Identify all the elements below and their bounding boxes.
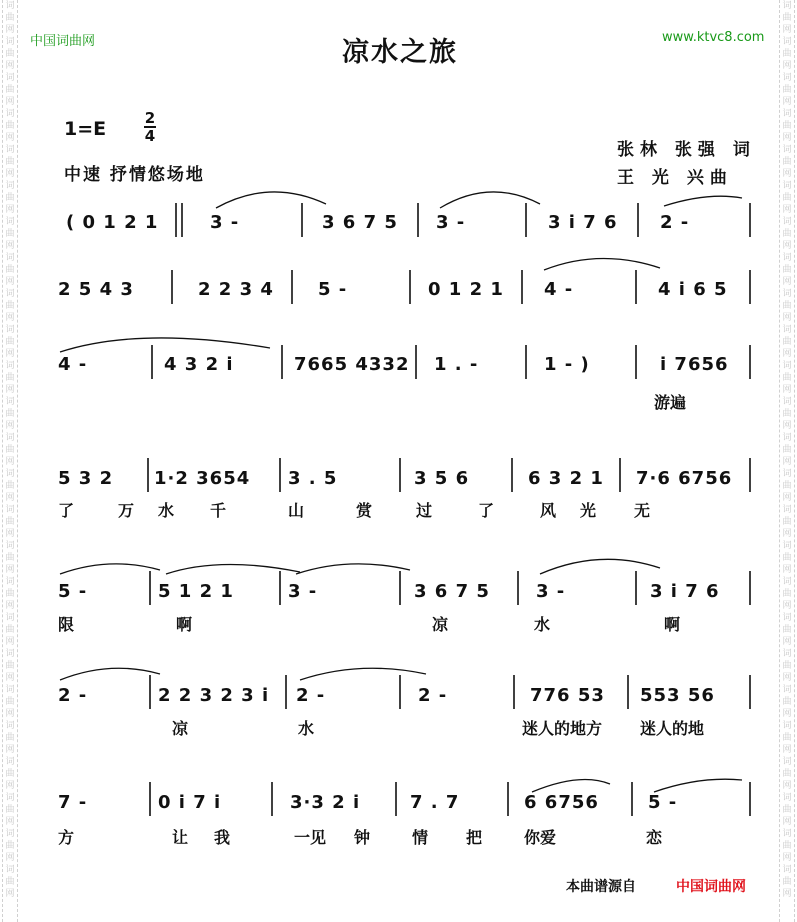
watermark-char: 曲: [5, 445, 15, 455]
watermark-char: 词: [782, 325, 792, 335]
watermark-char: 曲: [782, 661, 792, 671]
watermark-char: 词: [782, 253, 792, 263]
watermark-char: 词: [5, 73, 15, 83]
watermark-char: 网: [782, 205, 792, 215]
measure-notes: ( 0 1 2 1: [66, 212, 159, 233]
lyric-word: 迷人的地: [640, 719, 705, 738]
watermark-char: 词: [5, 1, 15, 11]
lyric-word: 我: [214, 828, 231, 847]
lyric-word: 把: [466, 828, 483, 847]
watermark-char: 网: [5, 637, 15, 647]
lyric-word: 水: [298, 719, 315, 738]
watermark-char: 词: [782, 1, 792, 11]
lyric-word: 万: [118, 501, 135, 520]
watermark-char: 曲: [782, 373, 792, 383]
watermark-char: 曲: [782, 121, 792, 131]
lyric-word: 了: [478, 501, 495, 520]
watermark-char: 网: [782, 277, 792, 287]
watermark-char: 曲: [782, 49, 792, 59]
watermark-char: 曲: [5, 481, 15, 491]
measure-notes: 4 -: [544, 279, 574, 300]
watermark-char: 网: [782, 637, 792, 647]
watermark-char: 曲: [782, 697, 792, 707]
watermark-char: 词: [782, 361, 792, 371]
lyric-word: 千: [210, 501, 227, 520]
watermark-char: 网: [782, 421, 792, 431]
watermark-char: 词: [782, 433, 792, 443]
lyric-word: 水: [158, 501, 175, 520]
watermark-char: 曲: [5, 121, 15, 131]
lyric-word: 啊: [176, 615, 193, 634]
measure-notes: 2 2 3 4: [198, 279, 274, 300]
watermark-char: 网: [782, 745, 792, 755]
watermark-char: 网: [782, 169, 792, 179]
measure-notes: 7 -: [58, 792, 88, 813]
measure-notes: 4 i 6 5: [658, 279, 728, 300]
watermark-char: 词: [782, 37, 792, 47]
watermark-char: 曲: [782, 589, 792, 599]
watermark-char: 词: [782, 145, 792, 155]
watermark-char: 词: [5, 793, 15, 803]
watermark-char: 词: [782, 721, 792, 731]
lyric-word: 无: [634, 501, 651, 520]
watermark-char: 曲: [782, 265, 792, 275]
watermark-char: 网: [782, 673, 792, 683]
watermark-char: 网: [5, 745, 15, 755]
watermark-char: 网: [5, 817, 15, 827]
watermark-char: 词: [782, 613, 792, 623]
composer-credit: 王 光 兴曲: [617, 168, 733, 188]
watermark-char: 网: [5, 781, 15, 791]
watermark-char: 词: [5, 361, 15, 371]
watermark-char: 词: [782, 649, 792, 659]
watermark-char: 网: [5, 205, 15, 215]
lyricist-credit: 张林 张强 词: [617, 140, 756, 160]
watermark-char: 词: [5, 757, 15, 767]
watermark-char: 曲: [782, 85, 792, 95]
watermark-char: 曲: [782, 301, 792, 311]
slur: [440, 192, 540, 208]
lyric-word: 让: [172, 828, 189, 847]
key-signature: 1=E: [64, 118, 107, 140]
watermark-char: 词: [5, 397, 15, 407]
slur: [654, 779, 742, 792]
watermark-char: 网: [5, 277, 15, 287]
watermark-char: 网: [782, 817, 792, 827]
slur: [300, 668, 426, 680]
watermark-char: 曲: [782, 517, 792, 527]
lyric-word: 恋: [646, 828, 663, 847]
meter-bottom: 4: [144, 127, 156, 145]
lyric-word: 限: [58, 615, 75, 634]
measure-notes: 4 -: [58, 354, 88, 375]
watermark-char: 词: [782, 397, 792, 407]
lyric-word: 光: [580, 501, 597, 520]
watermark-char: 曲: [782, 769, 792, 779]
watermark-char: 网: [5, 241, 15, 251]
watermark-char: 词: [5, 469, 15, 479]
tempo-marking: 中速 抒情悠场地: [64, 165, 205, 185]
watermark-char: 曲: [782, 193, 792, 203]
watermark-char: 词: [5, 649, 15, 659]
watermark-char: 词: [5, 325, 15, 335]
watermark-char: 词: [5, 217, 15, 227]
lyric-word: 钟: [354, 828, 371, 847]
watermark-char: 曲: [5, 193, 15, 203]
watermark-char: 网: [782, 853, 792, 863]
lyric-word: 迷人的地方: [522, 719, 603, 738]
watermark-char: 曲: [5, 805, 15, 815]
measure-notes: 3 6 7 5: [414, 581, 490, 602]
lyric-word: 了: [58, 501, 75, 520]
measure-notes: 5 -: [648, 792, 678, 813]
lyric-word: 过: [416, 501, 433, 520]
watermark-char: 网: [782, 97, 792, 107]
watermark-char: 网: [782, 889, 792, 899]
watermark-char: 曲: [782, 625, 792, 635]
watermark-char: 词: [782, 829, 792, 839]
measure-notes: 1 - ): [544, 354, 590, 375]
watermark-char: 词: [5, 289, 15, 299]
watermark-char: 网: [782, 25, 792, 35]
slur: [296, 564, 410, 574]
watermark-char: 词: [5, 37, 15, 47]
measure-notes: 5 -: [318, 279, 348, 300]
watermark-char: 网: [782, 529, 792, 539]
watermark-char: 曲: [5, 769, 15, 779]
watermark-char: 曲: [782, 157, 792, 167]
lyric-word: 游遍: [654, 393, 687, 412]
measure-notes: 0 1 2 1: [428, 279, 504, 300]
watermark-char: 网: [5, 601, 15, 611]
measure-notes: 5 1 2 1: [158, 581, 234, 602]
measure-notes: 6 3 2 1: [528, 468, 604, 489]
watermark-char: 网: [782, 493, 792, 503]
watermark-char: 词: [782, 793, 792, 803]
measure-notes: 3 6 7 5: [322, 212, 398, 233]
watermark-char: 网: [5, 313, 15, 323]
watermark-char: 词: [5, 505, 15, 515]
watermark-char: 网: [5, 493, 15, 503]
watermark-char: 词: [5, 577, 15, 587]
measure-notes: 5 -: [58, 581, 88, 602]
lyric-word: 风: [540, 501, 557, 520]
slur: [60, 564, 160, 574]
watermark-char: 网: [782, 61, 792, 71]
source-site-link[interactable]: 中国词曲网: [676, 879, 746, 895]
watermark-char: 词: [5, 433, 15, 443]
measure-notes: 3 . 5: [288, 468, 338, 489]
watermark-char: 词: [782, 685, 792, 695]
measure-notes: 3 5 6: [414, 468, 470, 489]
slur: [60, 338, 270, 352]
measure-notes: 3 -: [288, 581, 318, 602]
watermark-char: 词: [782, 181, 792, 191]
watermark-char: 曲: [5, 373, 15, 383]
watermark-char: 词: [782, 469, 792, 479]
watermark-char: 曲: [5, 157, 15, 167]
measure-notes: 3 i 7 6: [650, 581, 720, 602]
watermark-char: 曲: [5, 49, 15, 59]
watermark-char: 网: [782, 313, 792, 323]
watermark-char: 曲: [782, 409, 792, 419]
slur: [544, 258, 660, 270]
measure-notes: 2 -: [418, 685, 448, 706]
watermark-char: 曲: [5, 589, 15, 599]
watermark-char: 网: [782, 349, 792, 359]
watermark-char: 网: [782, 385, 792, 395]
watermark-char: 词: [5, 613, 15, 623]
watermark-char: 曲: [5, 301, 15, 311]
measure-notes: 6 6756: [524, 792, 599, 813]
watermark-char: 曲: [782, 229, 792, 239]
watermark-char: 网: [5, 709, 15, 719]
watermark-char: 曲: [5, 337, 15, 347]
watermark-char: 词: [5, 541, 15, 551]
watermark-char: 曲: [5, 265, 15, 275]
watermark-char: 网: [782, 781, 792, 791]
measure-notes: 3 -: [536, 581, 566, 602]
watermark-char: 网: [782, 133, 792, 143]
watermark-char: 词: [782, 865, 792, 875]
measure-notes: 5 3 2: [58, 468, 114, 489]
watermark-char: 网: [5, 853, 15, 863]
watermark-char: 词: [782, 757, 792, 767]
measure-notes: i 7656: [660, 354, 729, 375]
measure-notes: 7·6 6756: [636, 468, 733, 489]
measure-notes: 2 5 4 3: [58, 279, 134, 300]
watermark-char: 网: [5, 565, 15, 575]
watermark-char: 词: [5, 109, 15, 119]
watermark-char: 网: [782, 709, 792, 719]
lyric-word: 山: [288, 501, 305, 520]
slur: [532, 780, 610, 793]
watermark-char: 曲: [782, 445, 792, 455]
watermark-char: 曲: [782, 337, 792, 347]
site-url[interactable]: www.ktvc8.com: [662, 30, 765, 45]
watermark-char: 网: [782, 457, 792, 467]
watermark-char: 词: [5, 829, 15, 839]
lyric-word: 一见: [294, 828, 327, 847]
measure-notes: 3·3 2 i: [290, 792, 361, 813]
watermark-char: 词: [5, 253, 15, 263]
source-label: 本曲谱源自: [566, 879, 636, 895]
watermark-char: 曲: [782, 481, 792, 491]
lyric-word: 方: [58, 828, 75, 847]
measure-notes: 2 -: [660, 212, 690, 233]
watermark-char: 网: [5, 133, 15, 143]
watermark-char: 曲: [5, 733, 15, 743]
watermark-char: 网: [782, 241, 792, 251]
measure-notes: 553 56: [640, 685, 715, 706]
watermark-char: 网: [5, 25, 15, 35]
slur: [216, 192, 326, 208]
measure-notes: 2 -: [296, 685, 326, 706]
watermark-char: 曲: [5, 409, 15, 419]
measure-notes: 776 53: [530, 685, 605, 706]
watermark-char: 网: [5, 529, 15, 539]
slur: [664, 196, 742, 206]
watermark-char: 曲: [5, 553, 15, 563]
watermark-char: 词: [782, 217, 792, 227]
measure-notes: 0 i 7 i: [158, 792, 222, 813]
measure-notes: 3 -: [210, 212, 240, 233]
watermark-char: 曲: [5, 625, 15, 635]
measure-notes: 7665 4332: [294, 354, 410, 375]
slur: [60, 668, 160, 680]
meter-top: 2: [144, 109, 156, 127]
page-title: 凉水之旅: [342, 37, 458, 68]
watermark-char: 词: [5, 685, 15, 695]
watermark-char: 曲: [5, 517, 15, 527]
watermark-char: 曲: [5, 877, 15, 887]
measure-notes: 7 . 7: [410, 792, 460, 813]
watermark-char: 网: [782, 601, 792, 611]
watermark-char: 曲: [5, 841, 15, 851]
measure-notes: 3 -: [436, 212, 466, 233]
measure-notes: 1 . -: [434, 354, 479, 375]
watermark-char: 网: [5, 421, 15, 431]
watermark-char: 词: [782, 73, 792, 83]
watermark-char: 曲: [5, 13, 15, 23]
watermark-char: 词: [782, 505, 792, 515]
slur: [540, 559, 660, 574]
watermark-char: 曲: [5, 697, 15, 707]
lyric-word: 你爱: [524, 828, 557, 847]
watermark-char: 网: [5, 673, 15, 683]
lyric-word: 赏: [356, 501, 373, 520]
watermark-char: 词: [5, 181, 15, 191]
watermark-char: 曲: [5, 229, 15, 239]
watermark-char: 词: [782, 541, 792, 551]
watermark-char: 词: [5, 865, 15, 875]
watermark-char: 曲: [782, 13, 792, 23]
lyric-word: 情: [412, 828, 429, 847]
watermark-char: 词: [5, 145, 15, 155]
watermark-char: 网: [5, 457, 15, 467]
watermark-char: 词: [782, 289, 792, 299]
watermark-char: 词: [782, 577, 792, 587]
lyric-word: 水: [534, 615, 551, 634]
measure-notes: 3 i 7 6: [548, 212, 618, 233]
lyric-word: 凉: [172, 719, 189, 738]
measure-notes: 4 3 2 i: [164, 354, 234, 375]
watermark-char: 网: [5, 61, 15, 71]
measure-notes: 2 -: [58, 685, 88, 706]
watermark-char: 网: [5, 889, 15, 899]
measure-notes: 1·2 3654: [154, 468, 251, 489]
site-name[interactable]: 中国词曲网: [30, 34, 96, 49]
watermark-char: 曲: [5, 661, 15, 671]
watermark-char: 曲: [782, 733, 792, 743]
watermark-char: 网: [5, 385, 15, 395]
watermark-char: 网: [5, 349, 15, 359]
watermark-char: 曲: [782, 553, 792, 563]
watermark-char: 曲: [782, 805, 792, 815]
lyric-word: 啊: [664, 615, 681, 634]
watermark-char: 词: [5, 721, 15, 731]
watermark-char: 网: [782, 565, 792, 575]
watermark-char: 曲: [782, 877, 792, 887]
watermark-char: 网: [5, 97, 15, 107]
watermark-char: 曲: [782, 841, 792, 851]
lyric-word: 凉: [432, 615, 449, 634]
watermark-char: 曲: [5, 85, 15, 95]
measure-notes: 2 2 3 2 3 i: [158, 685, 270, 706]
watermark-char: 网: [5, 169, 15, 179]
watermark-char: 词: [782, 109, 792, 119]
